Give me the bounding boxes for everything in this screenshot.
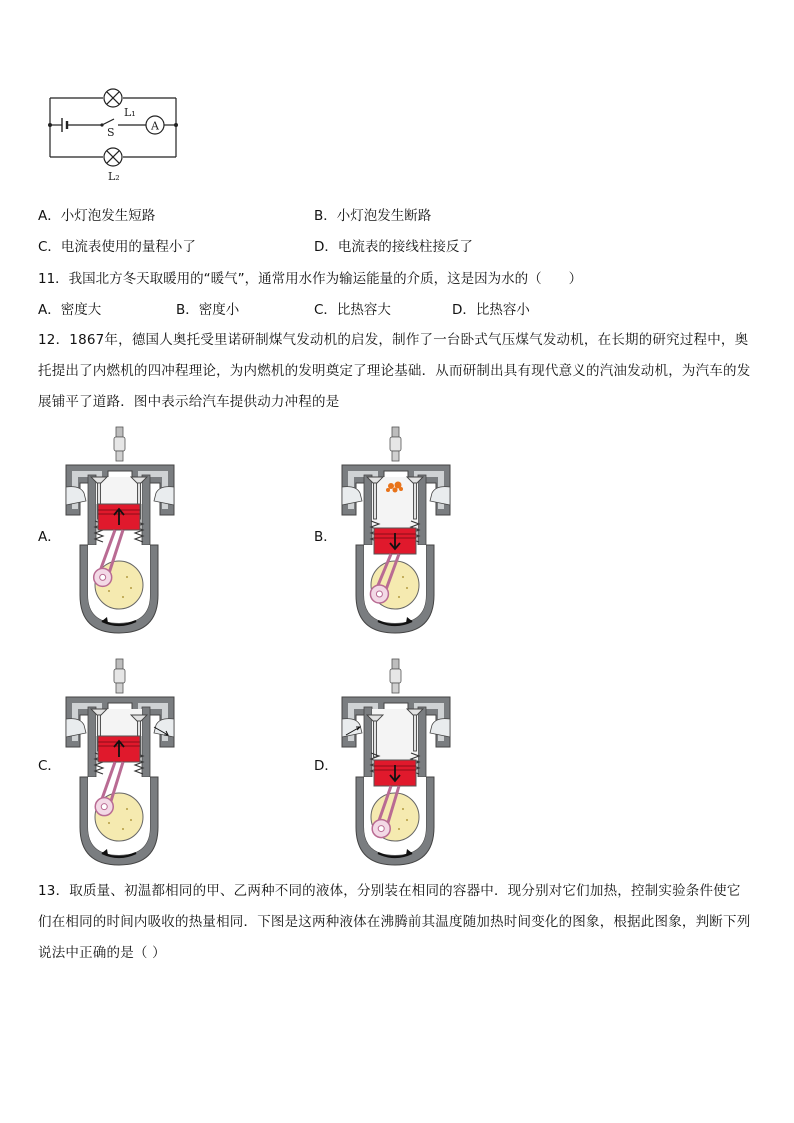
lamp2-label: L₂ <box>108 170 120 183</box>
q12-label-c: C． <box>38 758 61 774</box>
q12-stem: 12．1867年，德国人奥托受里诺研制煤气发动机的启发，制作了一台卧式气压煤气发动机，在长期的研究过程中，奥托提出了内燃机的四冲程理论，为内燃机的发明奠定了理论基础．从而研制出具有现代意义的汽油发动机，为汽车的发展铺平了道路．图中表示给汽车提供动力冲程的是 <box>38 332 751 410</box>
q11-option-d: D．比热容小 <box>452 302 530 318</box>
q10-option-a: A．小灯泡发生短路 <box>38 208 156 224</box>
q11-option-c: C．比热容大 <box>314 302 391 318</box>
q10-option-b: B．小灯泡发生断路 <box>314 208 432 224</box>
q10-option-d: D．电流表的接线柱接反了 <box>314 239 473 255</box>
q10-option-c: C．电流表使用的量程小了 <box>38 239 196 255</box>
switch-label: S <box>107 126 115 139</box>
q12-label-b: B． <box>314 529 337 545</box>
q11-option-a: A．密度大 <box>38 302 102 318</box>
engine-figure-a <box>62 425 180 641</box>
engine-figure-c <box>62 657 180 873</box>
engine-figure-d <box>338 657 456 873</box>
q11-option-b: B．密度小 <box>176 302 240 318</box>
lamp1-label: L₁ <box>124 106 136 119</box>
q12-label-d: D． <box>314 758 338 774</box>
engine-figure-b <box>338 425 456 641</box>
q11-stem: 11．我国北方冬天取暖用的“暖气”，通常用水作为输运能量的介质，这是因为水的（ ） <box>38 271 583 287</box>
q12-label-a: A． <box>38 529 61 545</box>
circuit-diagram <box>40 85 190 185</box>
ammeter-label: A <box>151 119 159 133</box>
q13-stem: 13．取质量、初温都相同的甲、乙两种不同的液体，分别装在相同的容器中．现分别对它们加热，控制实验条件使它们在相同的时间内吸收的热量相同．下图是这两种液体在沸腾前其温度随加热时间变化的图象，根据此图象，判断下列说法中正确的是（ ） <box>38 883 751 961</box>
